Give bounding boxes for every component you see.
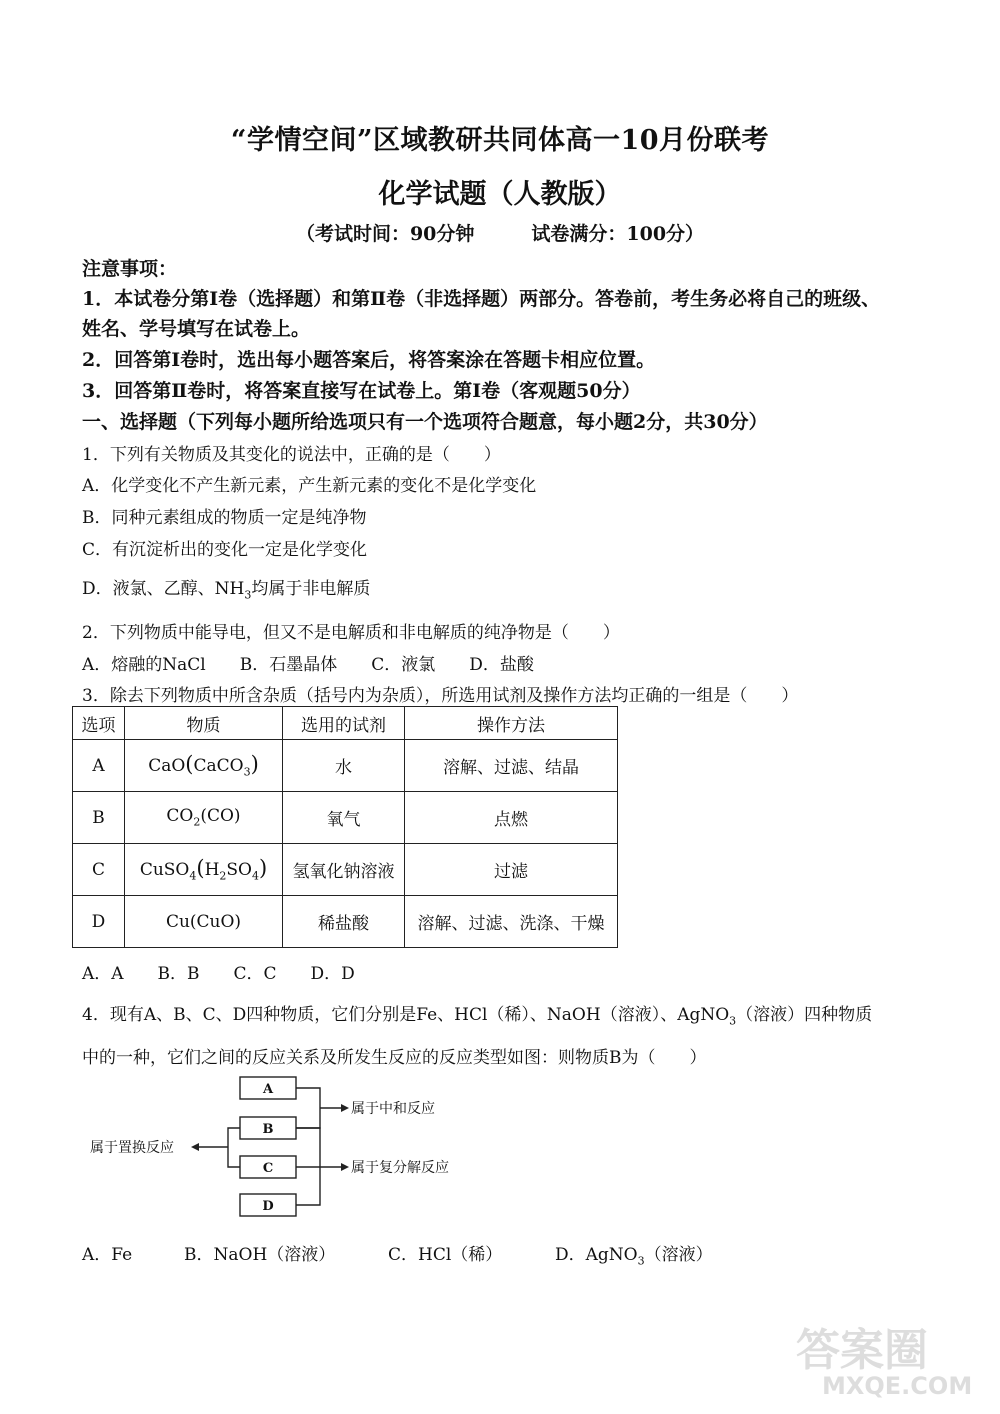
q4-stem-pre: 4．现有A、B、C、D四种物质，它们分别是Fe、HCl（稀）、NaOH（溶液）、AgNO	[82, 1005, 730, 1025]
formula-part: SO	[226, 860, 252, 881]
q1-stem: 1．下列有关物质及其变化的说法中，正确的是（ ）	[82, 445, 501, 465]
formula-part: H	[204, 860, 220, 881]
q1-option-c: C．有沉淀析出的变化一定是化学变化	[82, 540, 368, 560]
formula-sub: 2	[219, 869, 227, 883]
q2-options: A．熔融的NaCl B．石墨晶体 C．液氯 D．盐酸	[82, 655, 534, 675]
right-bracket-top	[296, 1088, 320, 1128]
q4-stem-line2: 中的一种，它们之间的反应关系及所发生反应的反应类型如图：则物质B为（ ）	[82, 1048, 707, 1068]
q4-option-d	[555, 1240, 713, 1267]
note-1b: 姓名、学号填写在试卷上。	[82, 318, 311, 340]
row-option: D	[73, 896, 125, 948]
formula-sub: 3	[243, 765, 251, 779]
row-reagent: 水	[283, 740, 405, 792]
header-substance: 物质	[125, 707, 283, 740]
exam-subtitle: 化学试题（人教版）	[378, 179, 622, 210]
header-reagent: 选用的试剂	[283, 707, 405, 740]
watermark-url: MXQE.COM	[822, 1372, 973, 1400]
right-arrowhead-top	[341, 1104, 349, 1112]
box-b-label: B	[262, 1122, 274, 1137]
row-reagent: 氧气	[283, 792, 405, 844]
q3-table	[72, 706, 618, 948]
box-a-label: A	[262, 1082, 274, 1097]
note-1a: 1．本试卷分第Ⅰ卷（选择题）和第Ⅱ卷（非选择题）两部分。答卷前，考生务必将自己的班级、	[82, 288, 881, 310]
exam-title: “学情空间”区域教研共同体高一10月份联考	[230, 125, 770, 156]
label-displacement: 属于置换反应	[90, 1140, 174, 1156]
row-reagent: 稀盐酸	[283, 896, 405, 948]
row-substance	[125, 792, 283, 844]
left-arrowhead	[191, 1143, 199, 1151]
row-method: 溶解、过滤、结晶	[405, 740, 618, 792]
table-row	[73, 792, 618, 844]
row-method: 过滤	[405, 844, 618, 896]
q3-options: A．A B．B C．C D．D	[82, 964, 355, 984]
q1-d-pre: D．液氯、乙醇、NH	[82, 579, 245, 599]
q1-d-sub: 3	[244, 588, 252, 602]
note-2: 2．回答第Ⅰ卷时，选出每小题答案后，将答案涂在答题卡相应位置。	[82, 349, 656, 371]
box-c-label: C	[262, 1161, 274, 1176]
row-reagent: 氢氧化钠溶液	[283, 844, 405, 896]
row-substance: Cu(CuO)	[125, 896, 283, 948]
label-double-decomposition: 属于复分解反应	[351, 1160, 449, 1176]
section-heading: 一、选择题（下列每小题所给选项只有一个选项符合题意，每小题2分，共30分）	[82, 411, 768, 433]
row-method: 点燃	[405, 792, 618, 844]
formula-paren: (	[196, 856, 205, 881]
formula-paren: (	[185, 752, 194, 777]
table-row	[73, 740, 618, 792]
q4-d-sub: 3	[637, 1254, 645, 1268]
q3-stem: 3．除去下列物质中所含杂质（括号内为杂质），所选用试剂及操作方法均正确的一组是（ ）	[82, 686, 799, 706]
q1-d-post: 均属于非电解质	[251, 579, 371, 599]
table-row	[73, 844, 618, 896]
q4-stem-line1	[82, 1000, 872, 1027]
left-bracket	[228, 1128, 240, 1167]
q4-d-post: （溶液）	[644, 1245, 713, 1265]
formula-part: (CO)	[200, 806, 241, 827]
formula-part: CuSO	[139, 860, 190, 881]
q2-stem: 2．下列物质中能导电，但又不是电解质和非电解质的纯净物是（ ）	[82, 623, 620, 643]
row-substance	[125, 740, 283, 792]
header-option: 选项	[73, 707, 125, 740]
formula-paren: )	[250, 752, 259, 777]
table-header-row	[73, 707, 618, 740]
q4-option-a: A．Fe	[82, 1245, 133, 1265]
watermark-text: 答案圈	[796, 1325, 928, 1376]
formula-part: CaCO	[193, 756, 244, 777]
watermark-logo	[782, 1314, 982, 1404]
formula-sub: 2	[193, 815, 201, 829]
q1-option-d	[82, 574, 370, 601]
q1-option-b: B．同种元素组成的物质一定是纯净物	[82, 508, 367, 528]
q4-stem-sub: 3	[729, 1014, 737, 1028]
note-3: 3．回答第Ⅱ卷时，将答案直接写在试卷上。第Ⅰ卷（客观题50分）	[82, 380, 641, 402]
formula-sub: 4	[189, 869, 197, 883]
table-row	[73, 896, 618, 948]
row-substance	[125, 844, 283, 896]
row-option: C	[73, 844, 125, 896]
q4-d-pre: D．AgNO	[555, 1245, 638, 1265]
q4-reaction-diagram	[88, 1072, 488, 1222]
exam-info: （考试时间：90分钟 试卷满分：100分）	[295, 223, 705, 245]
row-option: B	[73, 792, 125, 844]
row-option: A	[73, 740, 125, 792]
q4-option-b: B．NaOH（溶液）	[184, 1245, 336, 1265]
formula-paren: )	[258, 856, 268, 881]
right-arrowhead-bottom	[341, 1163, 349, 1171]
formula-part: CO	[166, 806, 194, 827]
q1-option-a: A．化学变化不产生新元素，产生新元素的变化不是化学变化	[82, 476, 537, 496]
q4-option-c: C．HCl（稀）	[388, 1245, 503, 1265]
q4-stem-post: （溶液）四种物质	[736, 1005, 873, 1025]
row-method: 溶解、过滤、洗涤、干燥	[405, 896, 618, 948]
label-neutralization: 属于中和反应	[351, 1101, 435, 1117]
formula-part: CaO	[148, 756, 186, 777]
header-method: 操作方法	[405, 707, 618, 740]
formula-sub: 4	[251, 869, 259, 883]
notes-heading: 注意事项：	[82, 258, 178, 280]
box-d-label: D	[262, 1199, 274, 1214]
